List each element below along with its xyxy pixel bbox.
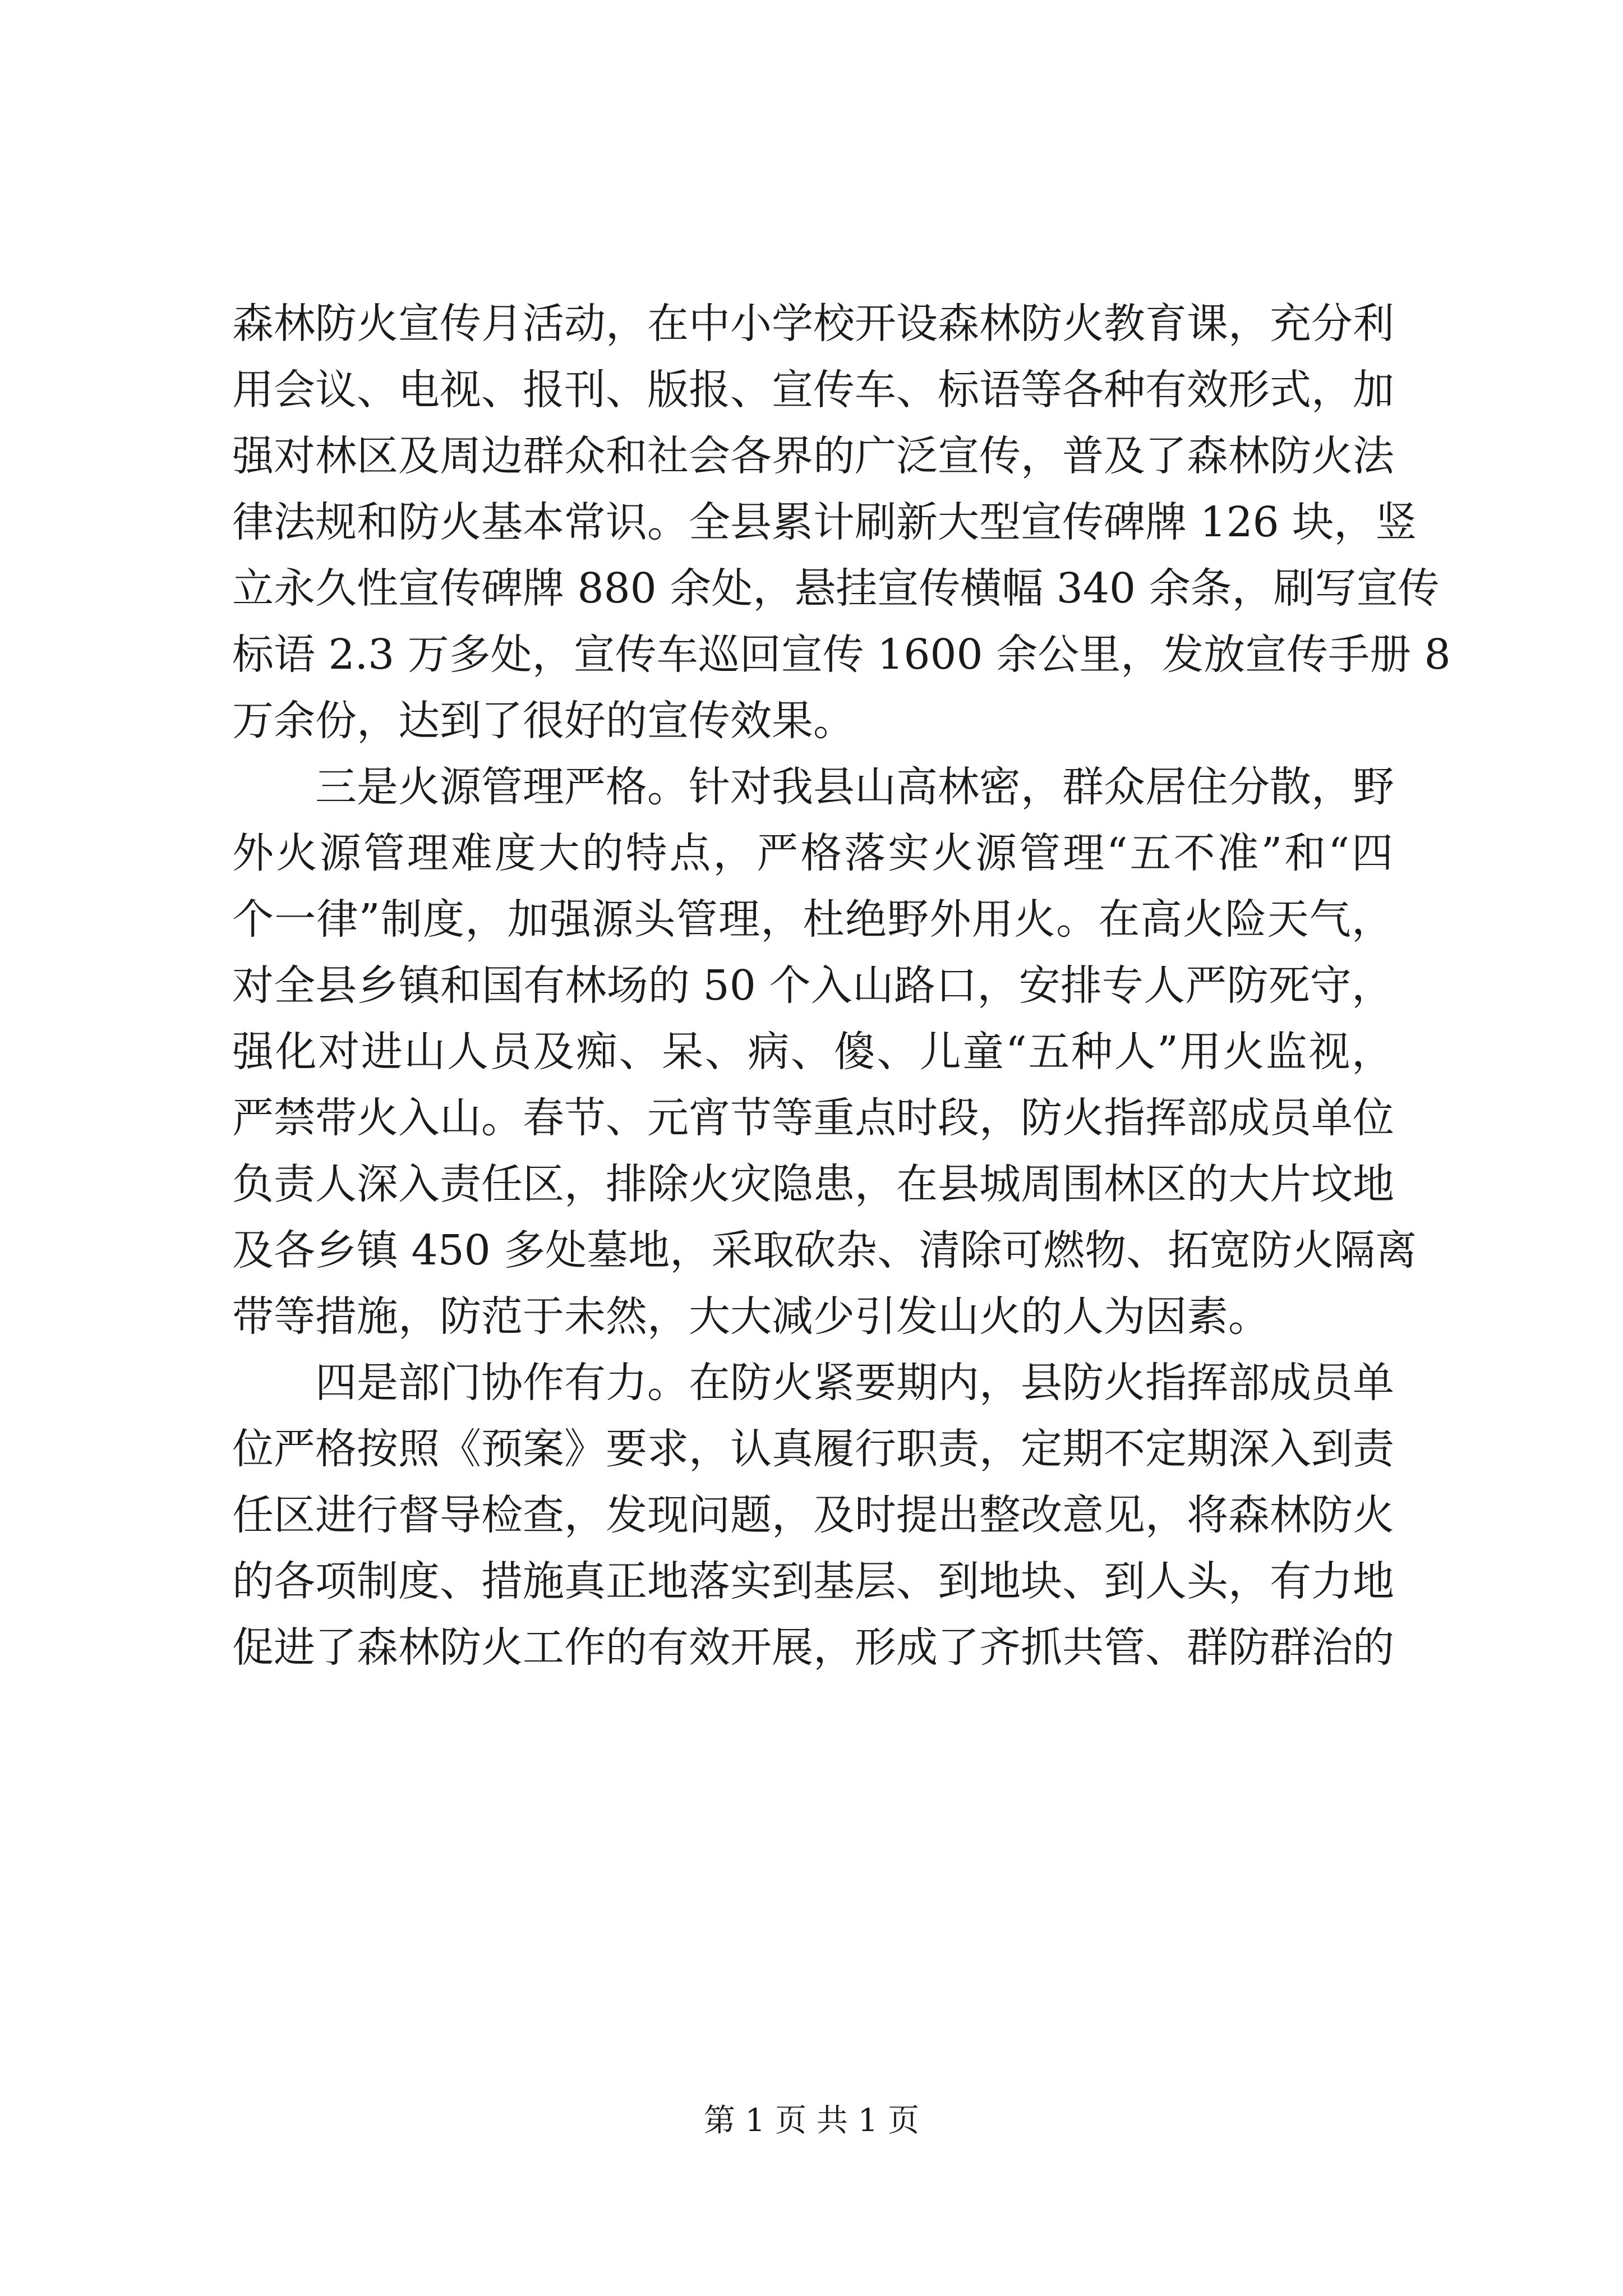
text-line: 用会议、电视、报刊、版报、宣传车、标语等各种有效形式，加 [232, 366, 1394, 414]
text-line: 及各乡镇 450 多处墓地，采取砍杂、清除可燃物、拓宽防火隔离 [232, 1226, 1417, 1274]
text-line: 万余份，达到了很好的宣传效果。 [232, 697, 855, 745]
body-text [232, 291, 1451, 1681]
text-line: 负责人深入责任区，排除火灾隐患，在县城周围林区的大片坟地 [232, 1160, 1394, 1208]
text-line: 任区进行督导检查，发现问题，及时提出整改意见，将森林防火 [232, 1491, 1394, 1539]
text-line: 强对林区及周边群众和社会各界的广泛宣传，普及了森林防火法 [232, 432, 1394, 480]
text-line: 森林防火宣传月活动，在中小学校开设森林防火教育课，充分利 [232, 300, 1394, 348]
page-footer [0, 2101, 1623, 2141]
text-line: 的各项制度、措施真正地落实到基层、到地块、到人头，有力地 [232, 1557, 1394, 1605]
text-line: 律法规和防火基本常识。全县累计刷新大型宣传碑牌 126 块，竖 [232, 498, 1417, 546]
page-number: 第 1 页 共 1 页 [703, 2102, 920, 2139]
text-line: 标语 2.3 万多处，宣传车巡回宣传 1600 余公里，发放宣传手册 8 [232, 631, 1451, 679]
text-line: 带等措施，防范于未然，大大减少引发山火的人为因素。 [232, 1292, 1270, 1341]
text-line: 促进了森林防火工作的有效开展，形成了齐抓共管、群防群治的 [232, 1623, 1394, 1672]
text-line: 外火源管理难度大的特点，严格落实火源管理“五不准”和“四 [232, 829, 1393, 877]
text-line: 严禁带火入山。春节、元宵节等重点时段，防火指挥部成员单位 [232, 1094, 1394, 1142]
text-line: 位严格按照《预案》要求，认真履行职责，定期不定期深入到责 [232, 1425, 1394, 1473]
text-line: 立永久性宣传碑牌 880 余处，悬挂宣传横幅 340 余条，刷写宣传 [232, 564, 1440, 613]
text-line: 强化对进山人员及痴、呆、病、傻、儿童“五种人”用火监视， [232, 1028, 1393, 1076]
text-line: 个一律”制度，加强源头管理，杜绝野外用火。在高火险天气， [232, 895, 1393, 944]
paragraph-start-line: 三是火源管理严格。针对我县山高林密，群众居住分散，野 [315, 763, 1394, 811]
paragraph-start-line: 四是部门协作有力。在防火紧要期内，县防火指挥部成员单 [315, 1359, 1394, 1407]
text-line: 对全县乡镇和国有林场的 50 个入山路口，安排专人严防死守， [232, 961, 1393, 1010]
